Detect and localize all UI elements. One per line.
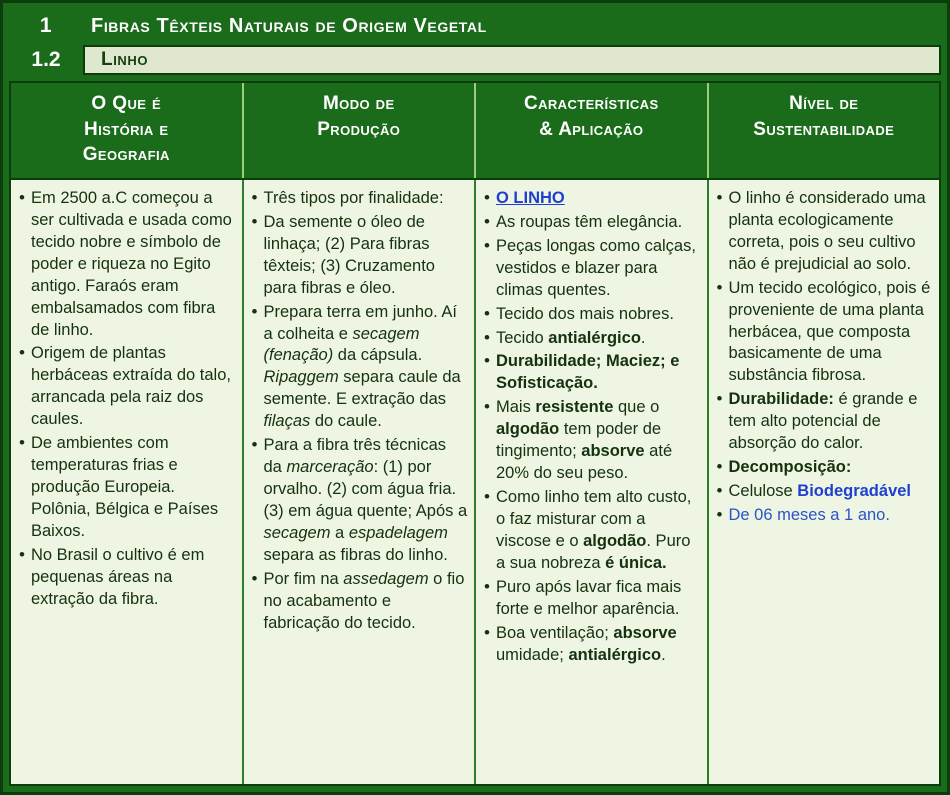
- subsection-number: 1.2: [31, 48, 61, 71]
- list-item: [250, 302, 469, 434]
- list-item: [250, 435, 469, 567]
- list-item: [17, 433, 236, 543]
- list-item: [17, 343, 236, 431]
- list-item-text: O linho é considerado uma planta ecologicamente correta, pois o seu cultivo não é prejudicial ao solo.: [728, 188, 926, 273]
- list-item-text: Celulose Biodegradável: [728, 482, 912, 501]
- list-item: [17, 545, 236, 611]
- link-o-linho[interactable]: O LINHO: [496, 188, 565, 207]
- list-item: [482, 351, 701, 395]
- column-header-modo-producao: [244, 83, 477, 178]
- column-header-line: Modo de: [322, 93, 395, 114]
- list-item-text: Peças longas como calças, vestidos e blazer para climas quentes.: [496, 236, 696, 299]
- bullet-list-caracteristicas: [482, 188, 701, 667]
- list-item: [250, 569, 469, 635]
- list-item: [715, 278, 934, 388]
- list-item-text: Três tipos por finalidade:: [263, 188, 444, 207]
- list-item-text: Boa ventilação; absorve umidade; antialérgico.: [496, 623, 677, 664]
- list-item: [482, 304, 701, 326]
- list-item-text: Origem de plantas herbáceas extraída do talo, arrancada pela raiz dos caules.: [31, 344, 231, 429]
- column-header-line: Nível de: [789, 93, 859, 114]
- list-item-text: De 06 meses a 1 ano.: [728, 506, 890, 525]
- section-number: 1: [39, 14, 53, 37]
- list-item-text: Por fim na assedagem o fio no acabamento e fabricação do tecido.: [263, 569, 465, 632]
- page-title: Fibras Têxteis Naturais de Origem Vegetal: [91, 14, 487, 37]
- list-item: [17, 188, 236, 342]
- list-item: [482, 328, 701, 350]
- list-item-text: Prepara terra em junho. Aí a colheita e secagem (fenação) da cápsula. Ripaggem separa caule da semente. E extração das filaças do caule.: [263, 302, 461, 431]
- list-item: [715, 188, 934, 276]
- column-body-modo-producao: [244, 180, 477, 784]
- column-bodies: [9, 178, 941, 786]
- list-item: [250, 188, 469, 210]
- list-item: [482, 577, 701, 621]
- column-header-line: Produção: [317, 118, 401, 140]
- list-item-text: Durabilidade: é grande e tem alto potencial de absorção do calor.: [728, 390, 918, 453]
- header-sub-row: [9, 45, 941, 75]
- list-item-text: As roupas têm elegância.: [496, 212, 683, 231]
- column-headers: [9, 81, 941, 178]
- list-item: [482, 212, 701, 234]
- header-main-row: [9, 9, 941, 43]
- list-item: [482, 487, 701, 575]
- list-item: [715, 481, 934, 503]
- column-header-line: & Aplicação: [539, 118, 644, 140]
- list-item-text: Como linho tem alto custo, o faz misturar com a viscose e o algodão. Puro a sua nobreza é única.: [496, 488, 692, 572]
- subsection-title: Linho: [83, 45, 941, 75]
- list-item-text: Tecido dos mais nobres.: [496, 304, 674, 323]
- list-item: [715, 457, 934, 479]
- column-body-o-que-e: [11, 180, 244, 784]
- column-header-line: História e: [84, 118, 169, 140]
- list-item: [715, 505, 934, 527]
- bullet-list-sustentabilidade: [715, 188, 934, 527]
- list-item: [482, 188, 701, 210]
- list-item-text: Em 2500 a.C começou a ser cultivada e usada como tecido nobre e símbolo de poder e riqueza no Egito antigo. Faraós eram embalsamados com fibra de linho.: [31, 188, 232, 339]
- list-item: [482, 397, 701, 485]
- bullet-list-modo-producao: [250, 188, 469, 635]
- list-item-text: Um tecido ecológico, pois é proveniente de uma planta herbácea, que composta basicamente de uma substância fibrosa.: [728, 278, 931, 385]
- list-item-text: Puro após lavar fica mais forte e melhor aparência.: [496, 577, 682, 618]
- column-header-caracteristicas: [476, 83, 709, 178]
- column-header-line: O Que é: [91, 93, 162, 114]
- list-item-text: Para a fibra três técnicas da marceração: (1) por orvalho. (2) com água fria. (3) em água quente; Após a secagem a espadelagem separa as fibras do linho.: [263, 436, 468, 564]
- list-item-text: Durabilidade; Maciez; e Sofisticação.: [496, 352, 680, 393]
- list-item-text: No Brasil o cultivo é em pequenas áreas na extração da fibra.: [31, 545, 205, 608]
- list-item-text: Da semente o óleo de linhaça; (2) Para fibras têxteis; (3) Cruzamento para fibras e óleo.: [263, 212, 435, 297]
- bullet-list-o-que-e: [17, 188, 236, 611]
- list-item-text: De ambientes com temperaturas frias e produção Europeia. Polônia, Bélgica e Países Baixos.: [31, 434, 219, 540]
- column-body-sustentabilidade: [709, 180, 940, 784]
- list-item: [250, 212, 469, 300]
- column-header-sustentabilidade: [709, 83, 940, 178]
- list-item-text: Tecido antialérgico.: [496, 328, 646, 347]
- column-header-line: Características: [523, 93, 659, 114]
- list-item: [715, 389, 934, 455]
- column-header-o-que-e: [11, 83, 244, 178]
- list-item-text: Decomposição:: [728, 458, 852, 477]
- column-header-line: Sustentabilidade: [753, 118, 895, 140]
- list-item-text: Mais resistente que o algodão tem poder de tingimento; absorve até 20% do seu peso.: [496, 398, 673, 483]
- list-item: [482, 236, 701, 302]
- column-body-caracteristicas: [476, 180, 709, 784]
- list-item: [482, 623, 701, 667]
- column-header-line: Geografia: [82, 144, 170, 166]
